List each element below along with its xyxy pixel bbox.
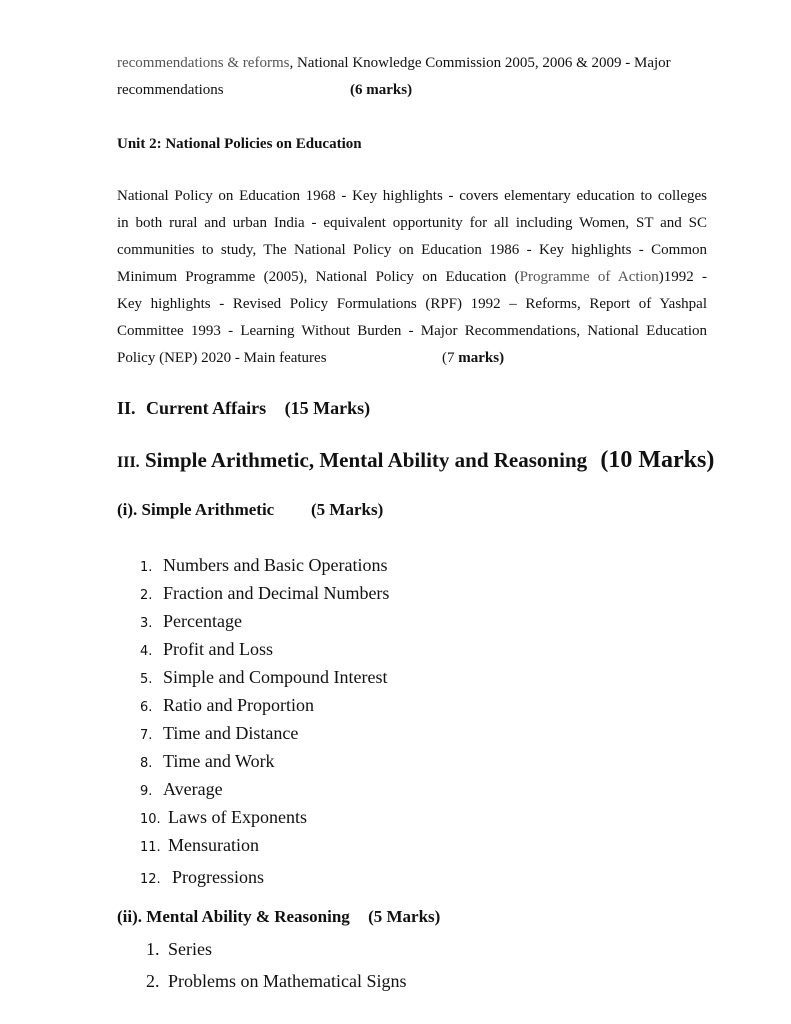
mental-ability-marks: (5 Marks) [368,907,441,926]
simple-arithmetic-marks: (5 Marks) [311,500,384,519]
unit2-title: Unit 2: National Policies on Education [117,136,362,152]
unit2-line-1: National Policy on Education 1968 - Key highlights - covers elementary education to colleges [117,188,707,204]
simple-arithmetic-title: (i). Simple Arithmetic [117,500,275,519]
mental-ability-title: (ii). Mental Ability & Reasoning [117,907,350,926]
section-2-title: Current Affairs [146,398,267,418]
list-item: 4. Profit and Loss [140,639,273,659]
unit2-line-4a: Minimum Programme (2005), National Policy on Education ( [117,269,520,285]
list-item: 12. Progressions [140,867,265,887]
section-3-title: Simple Arithmetic, Mental Ability and Reasoning [144,448,588,472]
section-2-heading [117,398,370,419]
section-3-marks: (10 Marks) [600,447,715,473]
unit1-tail-rest: , National Knowledge Commission 2005, 2006 & 2009 - Major [289,55,671,71]
unit2-line-2: in both rural and urban India - equivalent opportunity for all including Women, ST and SC [117,215,707,231]
unit1-tail-line-1 [117,55,671,72]
section-3-roman: III. [117,454,140,471]
unit2-marks [442,350,504,367]
list-item: 8. Time and Work [140,751,275,771]
unit2-line-5: Key highlights - Revised Policy Formulations (RPF) 1992 – Reforms, Report of Yashpal [117,296,707,312]
list-item: 2. Fraction and Decimal Numbers [140,583,390,603]
mental-ability-heading [117,907,440,927]
list-item: 5. Simple and Compound Interest [140,667,388,687]
unit2-marks-open: (7 [442,350,459,366]
unit2-line-3: communities to study, The National Policy on Education 1986 - Key highlights - Common [117,242,707,258]
unit1-tail-gray: recommendations & reforms [117,55,290,71]
list-item: 2. Problems on Mathematical Signs [146,971,407,991]
list-item: 3. Percentage [140,611,242,631]
list-item: 11. Mensuration [140,835,259,855]
list-item: 9. Average [140,779,223,799]
unit2-line-4 [117,269,707,286]
unit1-tail-line-2 [117,82,413,99]
list-item: 10. Laws of Exponents [140,807,307,827]
section-3-heading [117,447,714,474]
list-item: 1. Series [146,939,212,959]
unit1-tail-text: recommendations [117,82,224,98]
section-2-marks: (15 Marks) [284,398,371,418]
unit2-line-7-text: Policy (NEP) 2020 - Main features [117,350,327,366]
section-2-roman: II. [117,398,136,418]
unit2-line-4b: )1992 - [658,269,707,285]
unit2-marks-bold: marks) [458,350,505,366]
list-item: 6. Ratio and Proportion [140,695,314,715]
unit2-line-6: Committee 1993 - Learning Without Burden - Major Recommendations, National Education [117,323,707,339]
simple-arithmetic-heading [117,500,384,520]
unit2-line-7 [117,350,505,367]
unit2-line-4-gray: Programme of Action [519,269,659,285]
list-item: 7. Time and Distance [140,723,299,743]
unit1-marks: (6 marks) [350,82,413,98]
list-item: 1. Numbers and Basic Operations [140,555,388,575]
